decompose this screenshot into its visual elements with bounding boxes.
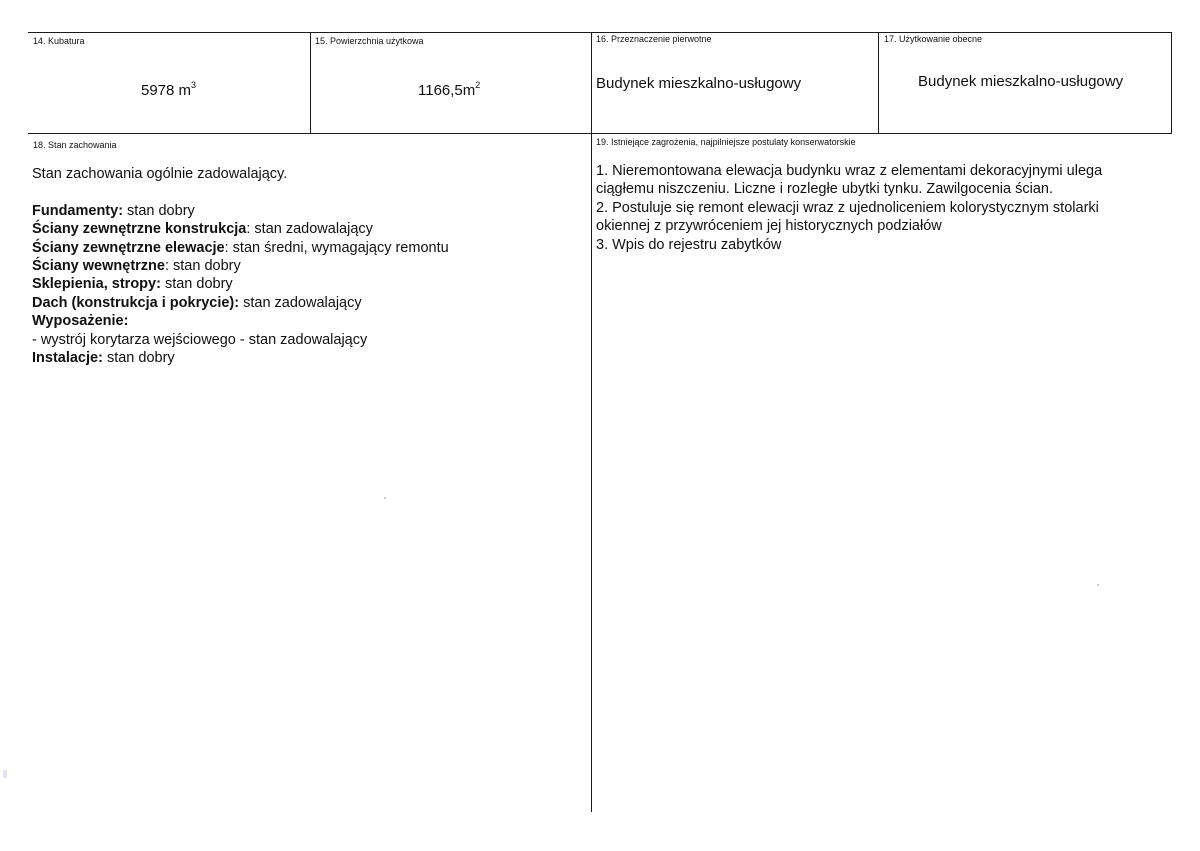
cell-divider-16-17 <box>878 32 879 133</box>
stan-item: Dach (konstrukcja i pokrycie): stan zadowalający <box>32 294 362 311</box>
field-15-label: 15. Powierzchnia użytkowa <box>315 36 424 46</box>
field-19-label: 19. Istniejące zagrożenia, najpilniejsze postulaty konserwatorskie <box>596 137 856 147</box>
stan-zachowania-block <box>32 165 449 367</box>
stan-item: Ściany wewnętrzne: stan dobry <box>32 258 241 275</box>
stan-item: Sklepienia, stropy: stan dobry <box>32 276 233 293</box>
stan-item: Wyposażenie: <box>32 313 129 330</box>
field-18-label: 18. Stan zachowania <box>33 140 117 150</box>
zagrozenia-line: 1. Nieremontowana elewacja budynku wraz z elementami dekoracyjnymi ulega <box>596 163 1103 179</box>
scan-speck <box>3 770 7 778</box>
scan-speck <box>384 497 386 499</box>
field-17-value: Budynek mieszkalno-usługowy <box>918 73 1124 90</box>
stan-item: Fundamenty: stan dobry <box>32 202 195 219</box>
zagrozenia-line: 2. Postuluje się remont elewacji wraz z ujednoliceniem kolorystycznym stolarki <box>596 199 1099 216</box>
field-14-label: 14. Kubatura <box>33 36 85 46</box>
field-17-label: 17. Użytkowanie obecne <box>884 34 983 44</box>
stan-item: Instalacje: stan dobry <box>32 350 175 367</box>
field-15-value-text: 1166,5m <box>418 82 476 99</box>
field-16-label: 16. Przeznaczenie pierwotne <box>596 34 712 44</box>
stan-item: Ściany zewnętrzne elewacje: stan średni, wymagający remontu <box>32 239 449 256</box>
zagrozenia-line: ciągłemu niszczeniu. Liczne i rozległe ubytki tynku. Zawilgocenia ścian. <box>596 181 1053 198</box>
cell-divider-14-15 <box>310 32 311 133</box>
table-right-border <box>1171 32 1172 133</box>
stan-item: Ściany zewnętrzne konstrukcja: stan zadowalający <box>32 221 373 238</box>
cell-divider-15-16 <box>591 32 592 812</box>
stan-intro: Stan zachowania ogólnie zadowalający. <box>32 166 288 182</box>
scan-speck <box>1097 584 1099 586</box>
field-16-value: Budynek mieszkalno-usługowy <box>596 75 802 92</box>
field-15-value <box>418 82 480 100</box>
field-14-value <box>141 82 196 100</box>
table-top-border <box>28 32 1172 33</box>
stan-item: - wystrój korytarza wejściowego - stan zadowalający <box>32 331 368 348</box>
field-15-unit-sup: 2 <box>475 80 481 90</box>
zagrozenia-line: okiennej z przywróceniem jej historycznych podziałów <box>596 218 942 235</box>
field-14-value-text: 5978 m <box>141 82 192 99</box>
zagrozenia-block <box>596 162 1156 254</box>
zagrozenia-line: 3. Wpis do rejestru zabytków <box>596 236 782 253</box>
field-14-unit-sup: 3 <box>191 80 197 90</box>
row-divider <box>28 133 1172 134</box>
